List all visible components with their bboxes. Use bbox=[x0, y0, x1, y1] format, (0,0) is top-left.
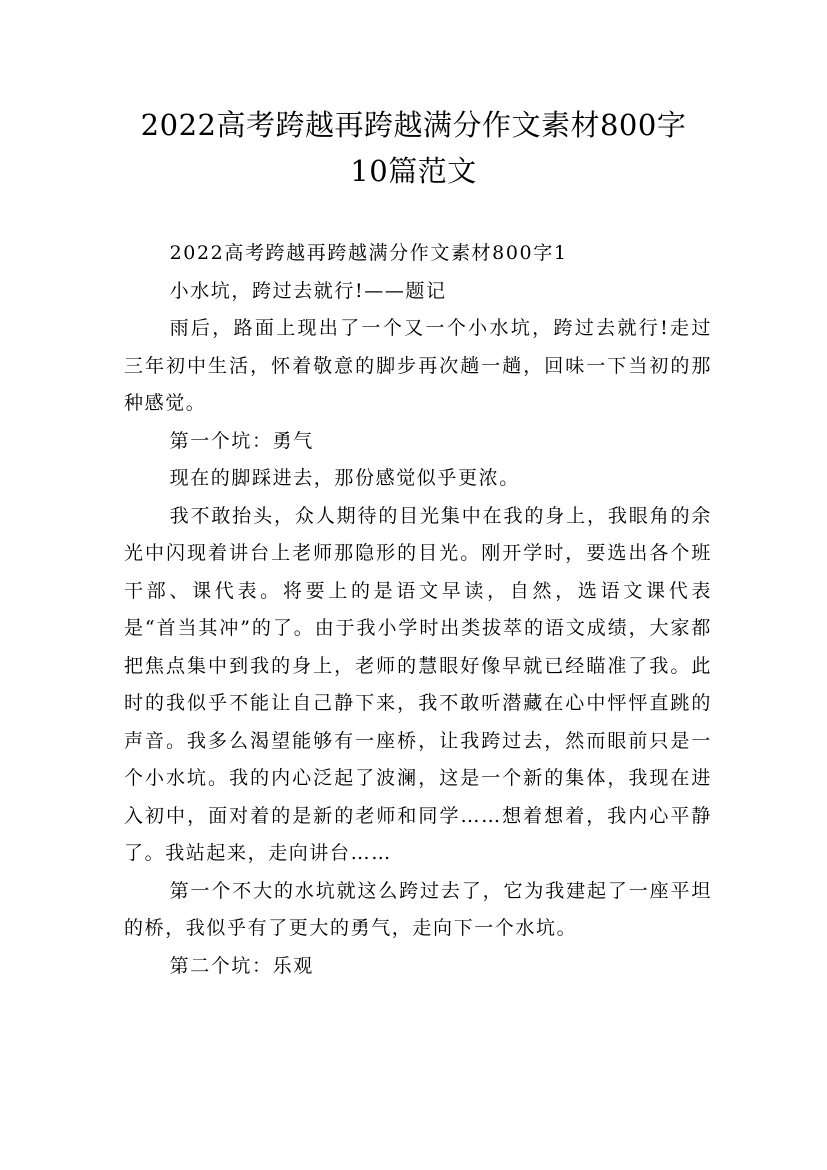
section-heading-2: 第二个坑：乐观 bbox=[169, 954, 314, 977]
document-title bbox=[100, 102, 727, 194]
body-paragraph: 我不敢抬头，众人期待的目光集中在我的身上，我眼角的余光中闪现着讲台上老师那隐形的目光。刚开学时，要选出各个班干部、课代表。将要上的是语文早读，自然，选语文课代表是“首当其冲”的了。由于我小学时出类拔萃的语文成绩，大家都把焦点集中到我的身上，老师的慧眼好像早就已经瞄准了我。此时的我似乎不能让自己静下来，我不敢听潜藏在心中怦怦直跳的声音。我多么渴望能够有一座桥，让我跨过去，然而眼前只是一个小水坑。我的内心泛起了波澜，这是一个新的集体，我现在进入初中，面对着的是新的老师和同学……想着想着，我内心平静了。我站起来，走向讲台…… bbox=[124, 504, 712, 864]
essay-heading: 2022高考跨越再跨越满分作文素材800字1 bbox=[169, 242, 568, 264]
document-title-line-2: 10篇范文 bbox=[350, 154, 477, 188]
document-body bbox=[124, 235, 712, 985]
body-paragraph: 现在的脚踩进去，那份感觉似乎更浓。 bbox=[169, 467, 520, 489]
document-title-line-1: 2022高考跨越再跨越满分作文素材800字 bbox=[140, 108, 687, 142]
body-paragraph: 雨后，路面上现出了一个又一个小水坑，跨过去就行!走过三年初中生活，怀着敬意的脚步再次趟一趟，回味一下当初的那种感觉。 bbox=[124, 317, 712, 414]
epigraph: 小水坑，跨过去就行!——题记 bbox=[169, 279, 447, 302]
body-paragraph: 第一个不大的水坑就这么跨过去了，它为我建起了一座平坦的桥，我似乎有了更大的勇气，走向下一个水坑。 bbox=[124, 879, 712, 939]
section-heading-1: 第一个坑：勇气 bbox=[169, 429, 314, 452]
